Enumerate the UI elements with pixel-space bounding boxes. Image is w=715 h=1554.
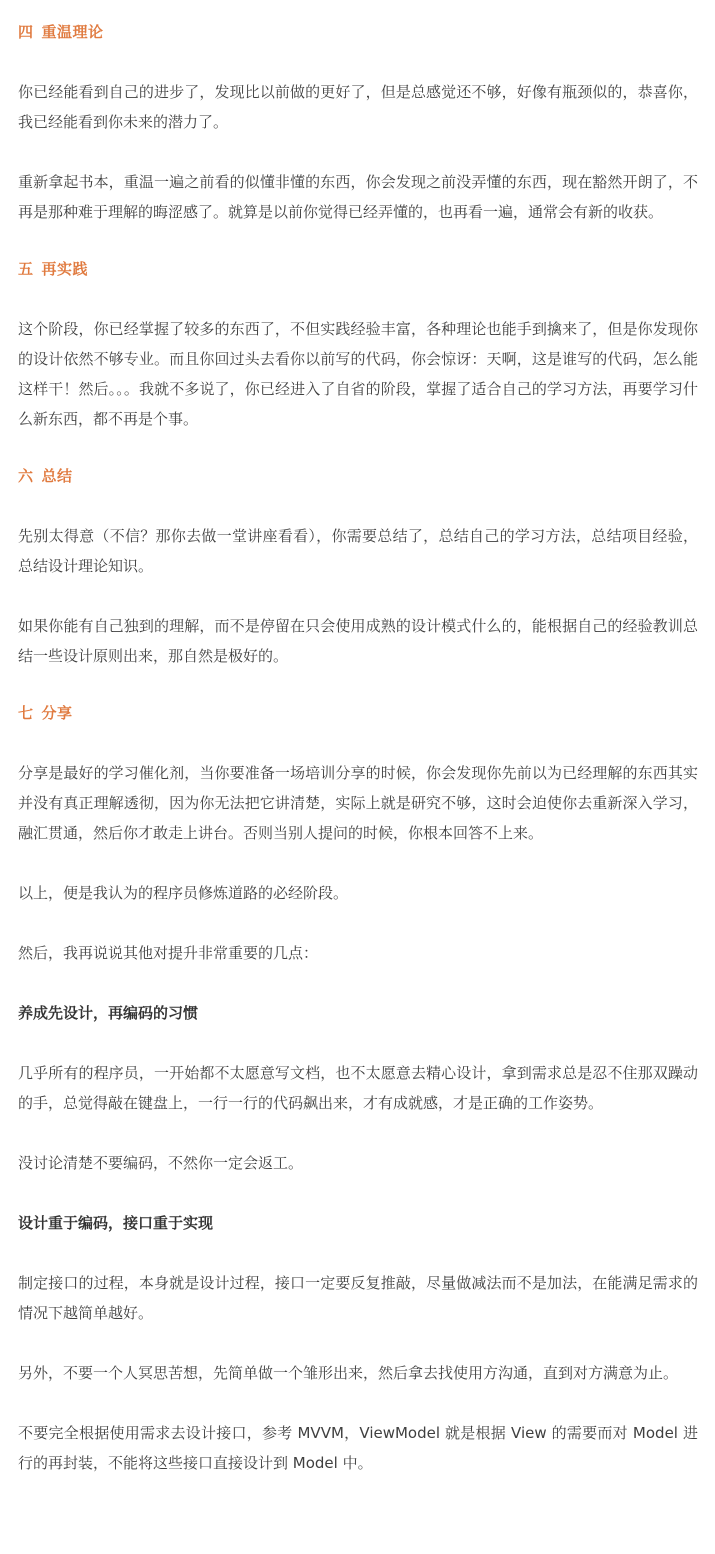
section-heading bbox=[18, 464, 698, 488]
paragraph: 先别太得意（不信？那你去做一堂讲座看看），你需要总结了，总结自己的学习方法，总结项目经验，总结设计理论知识。 bbox=[18, 527, 698, 575]
section-heading bbox=[18, 20, 698, 44]
paragraph: 以上，便是我认为的程序员修炼道路的必经阶段。 bbox=[18, 884, 349, 902]
paragraph: 分享是最好的学习催化剂，当你要准备一场培训分享的时候，你会发现你先前以为已经理解的东西其实并没有真正理解透彻，因为你无法把它讲清楚，实际上就是研究不够，这时会迫使你去重新深入学习，融汇贯通，然后你才敢走上讲台。否则当别人提问的时候，你根本回答不上来。 bbox=[18, 764, 698, 842]
paragraph: 几乎所有的程序员，一开始都不太愿意写文档，也不太愿意去精心设计，拿到需求总是忍不住那双躁动的手，总觉得敲在键盘上，一行一行的代码飙出来，才有成就感，才是正确的工作姿势。 bbox=[18, 1064, 698, 1112]
section-heading bbox=[18, 701, 698, 725]
paragraph: 重新拿起书本，重温一遍之前看的似懂非懂的东西，你会发现之前没弄懂的东西，现在豁然开朗了，不再是那种难于理解的晦涩感了。就算是以前你觉得已经弄懂的，也再看一遍，通常会有新的收获。 bbox=[18, 173, 698, 221]
paragraph: 另外，不要一个人冥思苦想，先简单做一个雏形出来，然后拿去找使用方沟通，直到对方满意为止。 bbox=[18, 1364, 679, 1382]
section-title: 重温理论 bbox=[41, 23, 104, 41]
section-title: 总结 bbox=[41, 467, 73, 485]
section-title: 再实践 bbox=[41, 260, 89, 278]
section-number: 六 bbox=[18, 467, 34, 485]
section-number: 七 bbox=[18, 704, 34, 722]
section-number: 五 bbox=[18, 260, 34, 278]
paragraph: 制定接口的过程，本身就是设计过程，接口一定要反复推敲，尽量做减法而不是加法，在能满足需求的情况下越简单越好。 bbox=[18, 1274, 698, 1322]
paragraph: 然后，我再说说其他对提升非常重要的几点： bbox=[18, 944, 319, 962]
subheading: 养成先设计，再编码的习惯 bbox=[18, 1004, 199, 1022]
paragraph: 你已经能看到自己的进步了，发现比以前做的更好了，但是总感觉还不够，好像有瓶颈似的，恭喜你，我已经能看到你未来的潜力了。 bbox=[18, 83, 698, 131]
paragraph: 不要完全根据使用需求去设计接口，参考 MVVM，ViewModel 就是根据 View 的需要而对 Model 进行的再封装，不能将这些接口直接设计到 Model 中。 bbox=[18, 1424, 698, 1472]
section-number: 四 bbox=[18, 23, 34, 41]
section-heading bbox=[18, 257, 698, 281]
paragraph: 没讨论清楚不要编码，不然你一定会返工。 bbox=[18, 1154, 304, 1172]
subheading: 设计重于编码，接口重于实现 bbox=[18, 1214, 214, 1232]
paragraph: 如果你能有自己独到的理解，而不是停留在只会使用成熟的设计模式什么的，能根据自己的经验教训总结一些设计原则出来，那自然是极好的。 bbox=[18, 617, 698, 665]
article-body bbox=[18, 20, 698, 1478]
section-title: 分享 bbox=[41, 704, 73, 722]
paragraph: 这个阶段，你已经掌握了较多的东西了，不但实践经验丰富，各种理论也能手到擒来了，但是你发现你的设计依然不够专业。而且你回过头去看你以前写的代码，你会惊讶：天啊，这是谁写的代码，怎么能这样干！然后。。。我就不多说了，你已经进入了自省的阶段，掌握了适合自己的学习方法，再要学习什么新东西，都不再是个事。 bbox=[18, 320, 698, 428]
